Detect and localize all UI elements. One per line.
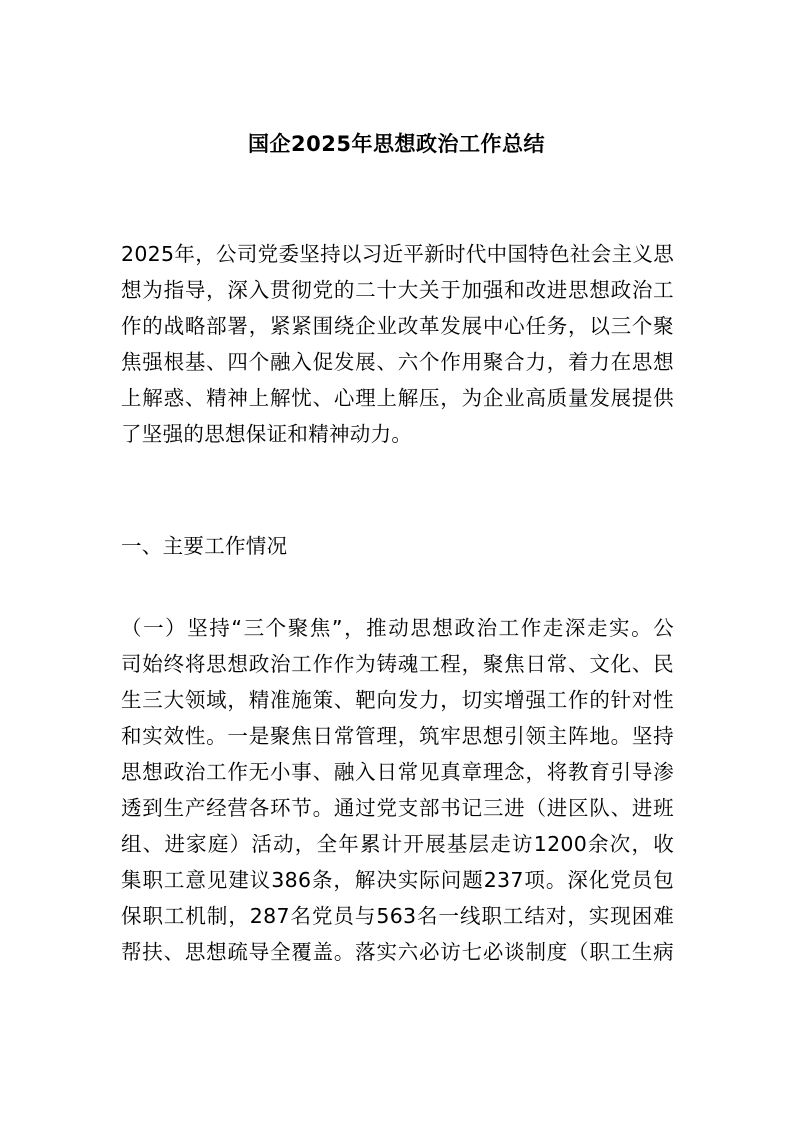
paragraph-line: 组、进家庭）活动，全年累计开展基层走访1200余次，收 — [121, 832, 674, 856]
paragraph-line: 想为指导，深入贯彻党的二十大关于加强和改进思想政治工 — [121, 278, 674, 302]
paragraph-line: 保职工机制，287名党员与563名一线职工结对，实现困难 — [121, 904, 674, 928]
paragraph-line: 了坚强的思想保证和精神动力。 — [121, 422, 413, 446]
paragraph-line: 作的战略部署，紧紧围绕企业改革发展中心任务，以三个聚 — [121, 314, 674, 338]
paragraph-line: 思想政治工作无小事、融入日常见真章理念，将教育引导渗 — [121, 760, 674, 784]
section-heading — [121, 528, 674, 564]
paragraph-line: 焦强根基、四个融入促发展、六个作用聚合力，着力在思想 — [121, 350, 674, 374]
paragraph-line: 上解惑、精神上解忧、心理上解压，为企业高质量发展提供 — [121, 386, 674, 410]
intro-paragraph — [121, 236, 674, 452]
paragraph-line: 2025年，公司党委坚持以习近平新时代中国特色社会主义思 — [121, 242, 674, 266]
paragraph-line: 和实效性。一是聚焦日常管理，筑牢思想引领主阵地。坚持 — [121, 724, 674, 748]
paragraph-line: 帮扶、思想疏导全覆盖。落实六必访七必谈制度（职工生病 — [121, 940, 674, 964]
paragraph-line: 司始终将思想政治工作作为铸魂工程，聚焦日常、文化、民 — [121, 652, 674, 676]
paragraph-line: 集职工意见建议386条，解决实际问题237项。深化党员包 — [121, 868, 674, 892]
document-title: 国企2025年思想政治工作总结 — [248, 132, 545, 156]
paragraph-line: （一）坚持“三个聚焦”，推动思想政治工作走深走实。公 — [121, 616, 674, 640]
paragraph-line: 生三大领域，精准施策、靶向发力，切实增强工作的针对性 — [121, 688, 674, 712]
section-heading-text: 一、主要工作情况 — [121, 534, 288, 558]
paragraph-line: 透到生产经营各环节。通过党支部书记三进（进区队、进班 — [121, 796, 674, 820]
section-one-paragraph — [121, 610, 674, 970]
